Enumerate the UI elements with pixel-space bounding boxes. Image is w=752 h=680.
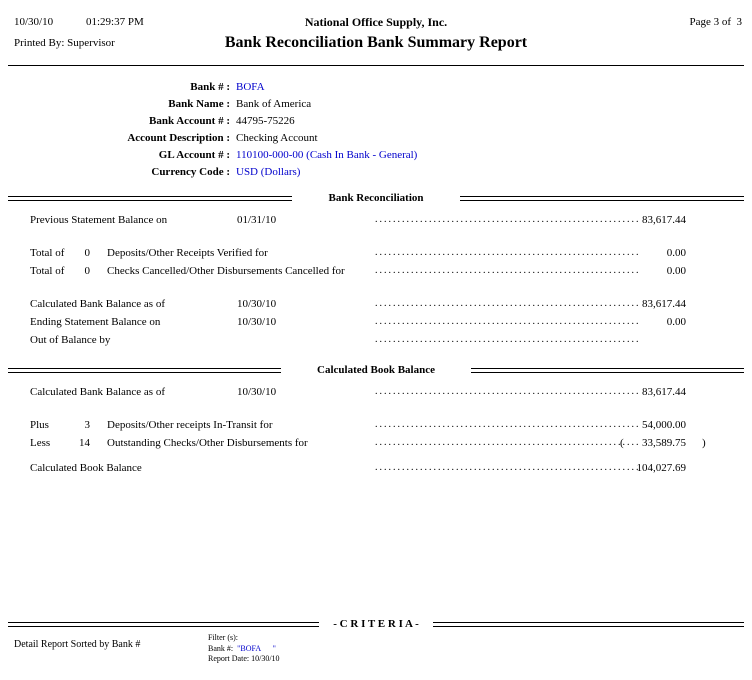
row-description: Outstanding Checks/Other Disbursements for	[107, 437, 308, 449]
report-row	[8, 211, 744, 229]
row-label: Plus	[30, 419, 49, 431]
filter-bank-label: Bank #:	[208, 643, 238, 653]
row-amount: 33,589.75	[642, 437, 686, 449]
page-number: Page 3 of 3	[689, 16, 742, 28]
row-date: 01/31/10	[237, 214, 277, 226]
row-date: 10/30/10	[237, 316, 277, 328]
account-description-label: Account Description :	[127, 132, 230, 144]
report-row	[8, 262, 744, 280]
dot-leader	[375, 331, 639, 349]
bank-number-label: Bank # :	[190, 81, 230, 93]
double-rule	[8, 368, 281, 373]
criteria-title: - C R I T E R I A -	[333, 618, 419, 630]
row-amount: 83,617.44	[642, 386, 686, 398]
row-amount: 54,000.00	[642, 419, 686, 431]
bank-info-row	[8, 113, 744, 130]
double-rule	[433, 622, 744, 627]
row-amount: 0.00	[666, 247, 686, 259]
bank-number-value[interactable]: BOFA	[236, 81, 265, 93]
bank-account-value: 44795-75226	[236, 115, 295, 127]
bank-info-row	[8, 164, 744, 181]
filter-bank-line	[208, 644, 280, 655]
report-header	[8, 0, 744, 66]
bank-name-value: Bank of America	[236, 98, 312, 110]
row-label: Calculated Bank Balance as of	[30, 298, 166, 310]
report-row	[8, 416, 744, 434]
account-description-value: Checking Account	[236, 132, 318, 144]
bank-info	[8, 79, 744, 181]
bank-reconciliation-rows	[8, 211, 744, 349]
bank-info-row	[8, 130, 744, 147]
row-amount: 0.00	[666, 316, 686, 328]
row-label: Total of	[30, 265, 65, 277]
criteria-section	[8, 618, 744, 680]
criteria-body	[8, 630, 744, 680]
double-rule	[8, 196, 292, 201]
gl-account-label: GL Account # :	[158, 149, 230, 161]
double-rule	[8, 622, 319, 627]
row-label: Total of	[30, 247, 65, 259]
report-row	[8, 331, 744, 349]
report-row	[8, 295, 744, 313]
row-amount: 83,617.44	[642, 214, 686, 226]
row-date: 10/30/10	[237, 298, 277, 310]
row-description: Deposits/Other Receipts Verified for	[107, 247, 268, 259]
row-label: Less	[30, 437, 51, 449]
row-amount: 0.00	[666, 265, 686, 277]
row-label: Calculated Book Balance	[30, 462, 142, 474]
book-balance-rows	[8, 383, 744, 477]
report-title: Bank Reconciliation Bank Summary Report	[224, 34, 528, 51]
bank-info-row	[8, 96, 744, 113]
row-amount: 104,027.69	[636, 462, 686, 474]
sorted-by-text: Detail Report Sorted by Bank #	[14, 639, 141, 650]
row-count: 14	[79, 437, 90, 449]
filter-label: Filter (s):	[208, 633, 238, 642]
currency-code-label: Currency Code :	[151, 166, 230, 178]
printed-by: Printed By: Supervisor	[14, 37, 115, 49]
row-count: 3	[84, 419, 90, 431]
report-row	[8, 244, 744, 262]
report-row	[8, 434, 744, 452]
filter-bank-value: "BOFA "	[237, 643, 276, 653]
row-label: Calculated Bank Balance as of	[30, 386, 166, 398]
row-label: Previous Statement Balance on	[30, 214, 168, 226]
filters-block	[208, 633, 280, 665]
section-title: Calculated Book Balance	[317, 364, 435, 376]
print-time: 01:29:37 PM	[86, 16, 144, 28]
currency-code-value[interactable]: USD (Dollars)	[236, 166, 301, 178]
row-amount: 83,617.44	[642, 298, 686, 310]
row-label: Out of Balance by	[30, 334, 111, 346]
filter-report-date: Report Date: 10/30/10	[208, 654, 280, 663]
section-header-book-balance	[8, 363, 744, 377]
double-rule	[460, 196, 744, 201]
row-description: Checks Cancelled/Other Disbursements Cancelled for	[107, 265, 345, 277]
report-row	[8, 459, 744, 477]
row-date: 10/30/10	[237, 386, 277, 398]
bank-info-row	[8, 147, 744, 164]
row-description: Deposits/Other receipts In-Transit for	[107, 419, 273, 431]
gl-account-value[interactable]: 110100-000-00 (Cash In Bank - General)	[236, 149, 418, 161]
section-header-bank-reconciliation	[8, 191, 744, 205]
criteria-header	[8, 618, 744, 630]
section-title: Bank Reconciliation	[328, 192, 424, 204]
report-row	[8, 383, 744, 401]
bank-name-label: Bank Name :	[168, 98, 230, 110]
row-count: 0	[84, 247, 90, 259]
double-rule	[471, 368, 744, 373]
print-date: 10/30/10	[14, 16, 54, 28]
report-row	[8, 313, 744, 331]
company-name: National Office Supply, Inc.	[304, 15, 448, 29]
paren-close: )	[702, 437, 706, 449]
bank-account-label: Bank Account # :	[149, 115, 230, 127]
row-count: 0	[84, 265, 90, 277]
row-label: Ending Statement Balance on	[30, 316, 161, 328]
bank-info-row	[8, 79, 744, 96]
paren-open: (	[620, 437, 624, 449]
